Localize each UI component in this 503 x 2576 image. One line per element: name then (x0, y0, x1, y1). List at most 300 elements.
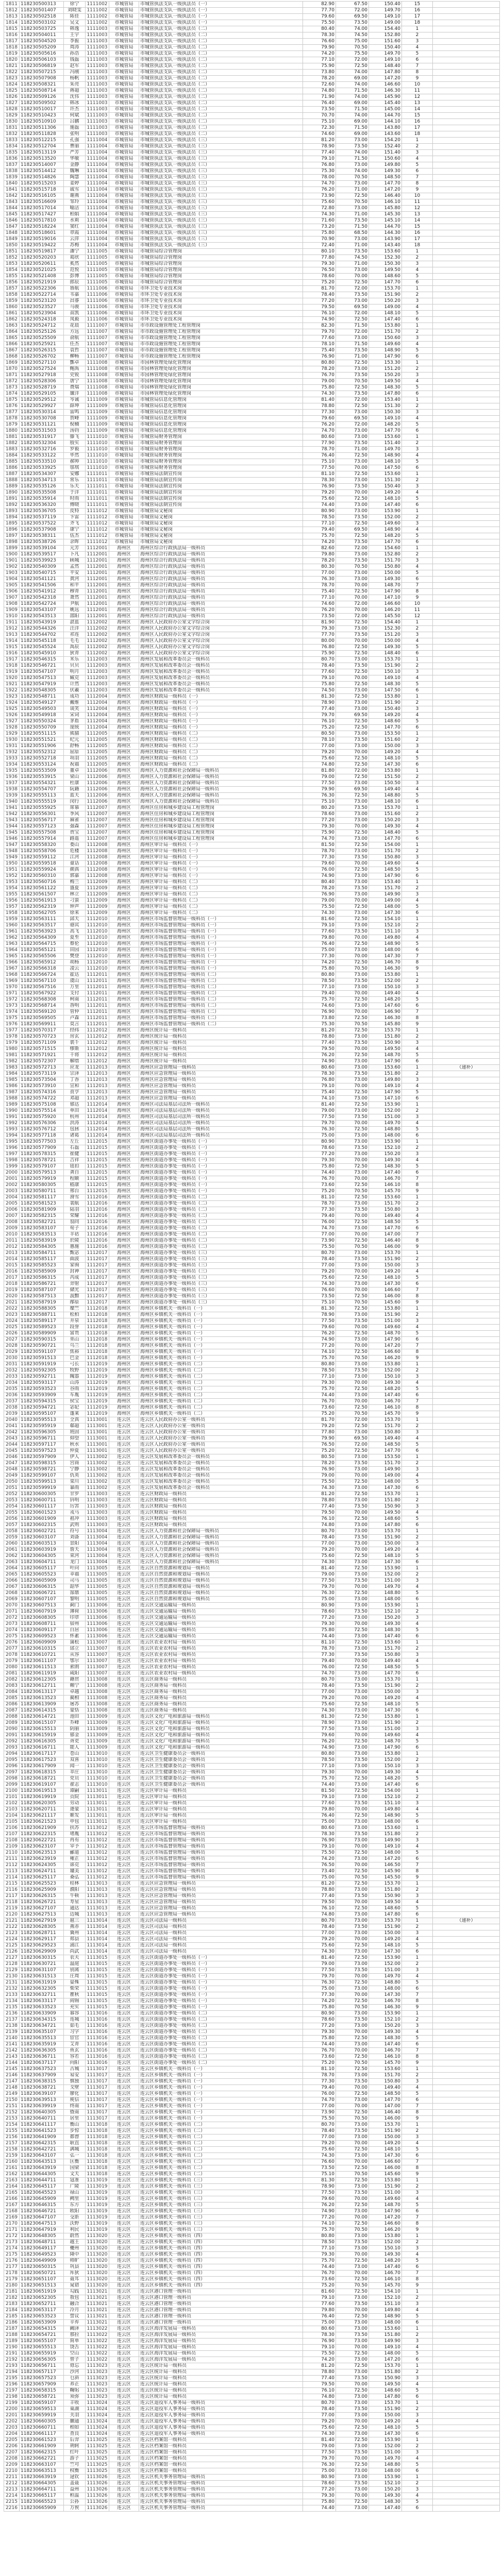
unit-cell: 海州区 (109, 719, 139, 725)
seq-cell: 2105 (4, 1819, 20, 1825)
position-cell: 连云区发展和改革委员会一级科员 (139, 1473, 303, 1479)
seq-cell: 1970 (4, 985, 20, 991)
position-cell: 连云区海洋发展局一级科员 (139, 2345, 303, 2351)
exam-id-cell: 118230543919 (20, 620, 64, 626)
table-row (4, 2079, 500, 2085)
exam-id-cell: 118230642721 (20, 2147, 64, 2153)
xingce-score-cell: 75.70 (303, 2258, 336, 2264)
unit-cell: 市城管局 (109, 521, 139, 527)
rank-cell: 5 (402, 1943, 433, 1949)
seq-cell: 2046 (4, 1454, 20, 1461)
shenlun-score-cell: 73.50 (336, 2301, 369, 2308)
total-score-cell: 150.10 (369, 2246, 402, 2252)
total-score-cell: 149.30 (369, 577, 402, 583)
note-cell (433, 2153, 500, 2159)
note-cell (433, 2462, 500, 2468)
xingce-score-cell: 76.30 (303, 1127, 336, 1133)
table-row (4, 1325, 500, 1331)
note-cell (433, 57, 500, 63)
xingce-score-cell: 73.40 (303, 1869, 336, 1875)
total-score-cell: 152.00 (369, 1108, 402, 1114)
xingce-score-cell: 75.20 (303, 1411, 336, 1417)
name-cell: 桓温 (64, 2493, 86, 2499)
seq-cell: 2021 (4, 1300, 20, 1306)
shenlun-score-cell: 73.50 (336, 1504, 369, 1510)
table-row (4, 978, 500, 985)
exam-id-cell: 118230633523 (20, 2005, 64, 2011)
post-code-cell: 1113015 (86, 1992, 109, 1998)
xingce-score-cell: 74.20 (303, 2357, 336, 2363)
exam-id-cell: 118230612305 (20, 1677, 64, 1683)
seq-cell: 1861 (4, 311, 20, 317)
unit-cell: 连云区 (109, 1634, 139, 1640)
total-score-cell: 153.90 (369, 2475, 402, 2481)
exam-id-cell: 118230503725 (20, 26, 64, 32)
unit-cell: 海州区 (109, 1263, 139, 1269)
shenlun-score-cell: 73.00 (336, 2295, 369, 2301)
rank-cell: 2 (402, 440, 433, 447)
post-code-cell: 1113024 (86, 2431, 109, 2437)
shenlun-score-cell: 73.00 (336, 836, 369, 842)
unit-cell: 市城管局 (109, 397, 139, 403)
total-score-cell: 149.50 (369, 1510, 402, 1516)
position-cell: 海州区街道办事处一级科员（二） (139, 1244, 303, 1250)
table-row (4, 1689, 500, 1696)
unit-cell: 海州区 (109, 1275, 139, 1281)
note-cell (433, 484, 500, 490)
name-cell: 程颐 (64, 1176, 86, 1182)
rank-cell: 6 (402, 873, 433, 879)
table-row (4, 2190, 500, 2196)
shenlun-score-cell: 73.00 (336, 1930, 369, 1937)
note-cell (433, 2382, 500, 2388)
unit-cell: 海州区 (109, 1102, 139, 1108)
total-score-cell: 151.60 (369, 811, 402, 818)
shenlun-score-cell: 73.00 (336, 1838, 369, 1844)
rank-cell: 1 (402, 434, 433, 440)
rank-cell: 8 (402, 2165, 433, 2172)
note-cell (433, 1838, 500, 1844)
rank-cell: 3 (402, 2246, 433, 2252)
rank-cell: 1 (402, 249, 433, 255)
xingce-score-cell: 79.20 (303, 750, 336, 756)
shenlun-score-cell: 72.50 (336, 830, 369, 836)
table-row (4, 323, 500, 329)
post-code-cell: 1113003 (86, 1498, 109, 1504)
name-cell: 陈佳 (64, 14, 86, 20)
unit-cell: 连云区 (109, 1875, 139, 1881)
table-row (4, 434, 500, 440)
position-cell: 海州区市场监督管理局一级科员（一） (139, 935, 303, 941)
note-cell (433, 1362, 500, 1368)
post-code-cell: 1112013 (86, 1096, 109, 1102)
post-code-cell: 1113009 (86, 1745, 109, 1751)
post-code-cell: 1112010 (86, 923, 109, 929)
name-cell: 毛毛 (64, 638, 86, 645)
shenlun-score-cell: 72.50 (336, 1702, 369, 1708)
unit-cell: 市城管局 (109, 311, 139, 317)
shenlun-score-cell: 73.00 (336, 1918, 369, 1924)
rank-cell: 1 (402, 138, 433, 144)
name-cell: 和平 (64, 583, 86, 589)
post-code-cell: 1111003 (86, 63, 109, 70)
total-score-cell: 145.70 (369, 2283, 402, 2289)
total-score-cell: 146.20 (369, 2227, 402, 2233)
post-code-cell: 1113008 (86, 1708, 109, 1714)
exam-id-cell: 118230590721 (20, 1343, 64, 1349)
exam-id-cell: 118230617117 (20, 1751, 64, 1757)
seq-cell: 2206 (4, 2444, 20, 2450)
unit-cell: 海州区 (109, 1176, 139, 1182)
rank-cell: 5 (402, 1665, 433, 1671)
position-cell: 市园林管理处绿化管理岗 (139, 360, 303, 366)
shenlun-score-cell: 73.50 (336, 484, 369, 490)
post-code-cell: 1112001 (86, 564, 109, 570)
seq-cell: 1917 (4, 657, 20, 663)
total-score-cell: 153.80 (369, 972, 402, 978)
xingce-score-cell: 76.70 (303, 2048, 336, 2054)
post-code-cell: 1111009 (86, 422, 109, 428)
rank-cell: 3 (402, 1077, 433, 1083)
exam-id-cell: 118230507908 (20, 76, 64, 82)
table-row (4, 1028, 500, 1034)
name-cell: 尹航 (64, 601, 86, 607)
position-cell: 连云区乡镇机关一级科员（三） (139, 2178, 303, 2184)
unit-cell: 海州区 (109, 910, 139, 917)
seq-cell: 2170 (4, 2221, 20, 2227)
unit-cell: 海州区 (109, 725, 139, 731)
seq-cell: 2075 (4, 1634, 20, 1640)
note-cell (433, 1300, 500, 1306)
shenlun-score-cell: 73.00 (336, 818, 369, 824)
name-cell: 皮特 (64, 509, 86, 515)
position-cell: 连云区财政局一级科员 (139, 1504, 303, 1510)
total-score-cell: 153.70 (369, 2122, 402, 2128)
unit-cell: 海州区 (109, 997, 139, 1003)
xingce-score-cell: 74.30 (303, 1485, 336, 1492)
seq-cell: 1894 (4, 515, 20, 521)
total-score-cell: 146.10 (369, 2277, 402, 2283)
exam-id-cell: 118230643919 (20, 2165, 64, 2172)
exam-id-cell: 118230651513 (20, 2283, 64, 2289)
seq-cell: 2009 (4, 1226, 20, 1232)
seq-cell: 1965 (4, 954, 20, 960)
post-code-cell: 1112009 (86, 879, 109, 886)
seq-cell: 1891 (4, 496, 20, 502)
shenlun-score-cell: 73.00 (336, 972, 369, 978)
xingce-score-cell: 70.90 (303, 236, 336, 243)
exam-id-cell: 118230575108 (20, 1102, 64, 1108)
name-cell: 牧野 (64, 1368, 86, 1374)
post-code-cell: 1113018 (86, 2134, 109, 2141)
post-code-cell: 1111003 (86, 76, 109, 82)
position-cell: 连云区农业农村局一级科员 (139, 1646, 303, 1652)
exam-id-cell: 118230596711 (20, 1436, 64, 1442)
position-cell: 连云区乡镇机关一级科员（三） (139, 2190, 303, 2196)
table-row (4, 2023, 500, 2029)
exam-id-cell: 118230647513 (20, 2221, 64, 2227)
total-score-cell: 153.70 (369, 1250, 402, 1257)
total-score-cell: 148.00 (369, 1479, 402, 1485)
seq-cell: 1964 (4, 947, 20, 954)
note-cell (433, 1071, 500, 1077)
post-code-cell: 1113002 (86, 1485, 109, 1492)
name-cell: 庄周 (64, 1974, 86, 1980)
unit-cell: 连云区 (109, 2382, 139, 2388)
rank-cell: 4 (402, 267, 433, 274)
name-cell: 钟声 (64, 904, 86, 910)
rank-cell: 4 (402, 156, 433, 162)
position-cell: 连云区乡镇机关一级科员（四） (139, 2252, 303, 2258)
table-row (4, 82, 500, 88)
position-cell: 海州区市场监督管理局一级科员（二） (139, 991, 303, 997)
note-cell (433, 1708, 500, 1714)
post-code-cell: 1111009 (86, 428, 109, 434)
rank-cell: 4 (402, 1325, 433, 1331)
seq-cell: 2085 (4, 1696, 20, 1702)
name-cell: 方远 (64, 329, 86, 335)
total-score-cell: 146.00 (369, 1294, 402, 1300)
xingce-score-cell: 77.50 (303, 1114, 336, 1121)
rank-cell: 4 (402, 750, 433, 756)
rank-cell: 2 (402, 978, 433, 985)
rank-cell: 8 (402, 1294, 433, 1300)
total-score-cell: 145.60 (369, 2172, 402, 2178)
table-row (4, 1454, 500, 1461)
seq-cell: 1927 (4, 719, 20, 725)
unit-cell: 海州区 (109, 620, 139, 626)
note-cell (433, 1096, 500, 1102)
note-cell (433, 1906, 500, 1912)
xingce-score-cell: 72.60 (303, 82, 336, 88)
rank-cell: 2 (402, 292, 433, 298)
position-cell: 海州区乡镇机关一级科员（一） (139, 1312, 303, 1318)
note-cell (433, 626, 500, 632)
position-cell: 连云区文化广电和旅游局一级科员 (139, 1745, 303, 1751)
post-code-cell: 1111009 (86, 403, 109, 410)
name-cell: 柴荣 (64, 1986, 86, 1992)
table-row (4, 255, 500, 261)
post-code-cell: 1112010 (86, 929, 109, 935)
shenlun-score-cell: 73.00 (336, 1281, 369, 1287)
shenlun-score-cell: 70.50 (336, 379, 369, 385)
shenlun-score-cell: 70.00 (336, 2048, 369, 2054)
shenlun-score-cell: 73.50 (336, 1145, 369, 1151)
post-code-cell: 1113006 (86, 1634, 109, 1640)
post-code-cell: 1111005 (86, 274, 109, 280)
note-cell (433, 2406, 500, 2413)
table-row (4, 2363, 500, 2369)
note-cell (433, 1572, 500, 1578)
xingce-score-cell: 72.30 (303, 125, 336, 131)
post-code-cell: 1112011 (86, 972, 109, 978)
total-score-cell: 151.90 (369, 1312, 402, 1318)
position-cell: 海州区街道办事处一级科员（一） (139, 1189, 303, 1195)
note-cell (433, 471, 500, 478)
unit-cell: 海州区 (109, 799, 139, 805)
seq-cell: 1973 (4, 1003, 20, 1009)
unit-cell: 市城管局 (109, 323, 139, 329)
unit-cell: 连云区 (109, 2110, 139, 2116)
table-row (4, 2165, 500, 2172)
xingce-score-cell: 74.30 (303, 212, 336, 218)
unit-cell: 连云区 (109, 2283, 139, 2289)
seq-cell: 2014 (4, 1257, 20, 1263)
unit-cell: 市城管局 (109, 428, 139, 434)
post-code-cell: 1113014 (86, 1949, 109, 1955)
rank-cell: 3 (402, 1541, 433, 1547)
name-cell: 公孙 (64, 2499, 86, 2505)
exam-id-cell: 118230549918 (20, 713, 64, 719)
total-score-cell: 153.60 (369, 471, 402, 478)
name-cell: 羊祜 (64, 1232, 86, 1238)
note-cell (433, 459, 500, 465)
position-cell: 市城管执法支队一级执法员（三） (139, 175, 303, 181)
rank-cell: 2 (402, 1461, 433, 1467)
note-cell (433, 2116, 500, 2122)
name-cell: 寇准 (64, 2178, 86, 2184)
xingce-score-cell: 80.90 (303, 1139, 336, 1145)
rank-cell: 5 (402, 904, 433, 910)
name-cell: 甄宓 (64, 1250, 86, 1257)
total-score-cell: 149.20 (369, 490, 402, 496)
post-code-cell: 1113006 (86, 1628, 109, 1634)
position-cell: 连云区乡镇机关一级科员（一） (139, 2116, 303, 2122)
shenlun-score-cell: 73.50 (336, 805, 369, 811)
post-code-cell: 1113023 (86, 2382, 109, 2388)
position-cell: 连云区港口管理一级科员 (139, 2289, 303, 2295)
shenlun-score-cell: 72.50 (336, 496, 369, 502)
unit-cell: 市城管局 (109, 410, 139, 416)
position-cell: 连云区街道办事处一级科员（一） (139, 1998, 303, 2005)
table-row (4, 1813, 500, 1819)
total-score-cell: 150.90 (369, 2376, 402, 2382)
position-cell: 海州区统计局一级科员 (139, 1053, 303, 1059)
exam-id-cell: 118230535914 (20, 496, 64, 502)
exam-id-cell: 118230573504 (20, 1077, 64, 1083)
xingce-score-cell: 75.80 (303, 230, 336, 236)
xingce-score-cell: 78.40 (303, 1683, 336, 1689)
rank-cell: 3 (402, 1615, 433, 1621)
total-score-cell: 149.70 (369, 2456, 402, 2462)
table-row (4, 1992, 500, 1998)
table-row (4, 1170, 500, 1176)
exam-id-cell: 118230620711 (20, 1807, 64, 1813)
name-cell: 屈原 (64, 750, 86, 756)
shenlun-score-cell: 72.50 (336, 521, 369, 527)
table-row (4, 2326, 500, 2332)
note-cell (433, 2487, 500, 2493)
total-score-cell: 149.80 (369, 2308, 402, 2314)
position-cell: 海州区街道办事处一级科员（一） (139, 1164, 303, 1170)
rank-cell: 11 (402, 88, 433, 94)
xingce-score-cell: 76.30 (303, 1980, 336, 1986)
name-cell: 索朗 (64, 1665, 86, 1671)
exam-id-cell: 118230502518 (20, 14, 64, 20)
seq-cell: 1821 (4, 63, 20, 70)
seq-cell: 1935 (4, 768, 20, 774)
note-cell (433, 1232, 500, 1238)
name-cell: 祖冲 (64, 1516, 86, 1522)
name-cell: 窦红 (64, 224, 86, 230)
note-cell (433, 1603, 500, 1609)
name-cell: 贲亨 (64, 1090, 86, 1096)
post-code-cell: 1113008 (86, 1696, 109, 1702)
seq-cell: 1898 (4, 539, 20, 546)
rank-cell: 3 (402, 892, 433, 898)
unit-cell: 连云区 (109, 1782, 139, 1788)
position-cell: 连云区发展和改革委员会一级科员 (139, 1454, 303, 1461)
total-score-cell: 146.10 (369, 1405, 402, 1411)
seq-cell: 1876 (4, 403, 20, 410)
rank-cell: 4 (402, 787, 433, 793)
post-code-cell: 1112001 (86, 595, 109, 601)
shenlun-score-cell: 73.00 (336, 2394, 369, 2400)
note-cell (433, 589, 500, 595)
note-cell (433, 638, 500, 645)
post-code-cell: 1111004 (86, 193, 109, 199)
position-cell: 市城管局法制宣传岗 (139, 496, 303, 502)
xingce-score-cell: 77.40 (303, 1504, 336, 1510)
note-cell (433, 793, 500, 799)
total-score-cell: 147.20 (369, 1856, 402, 1862)
seq-cell: 2188 (4, 2332, 20, 2338)
xingce-score-cell: 78.50 (303, 978, 336, 985)
position-cell: 连云区乡镇机关一级科员（三） (139, 2209, 303, 2215)
exam-id-cell: 118230519817 (20, 249, 64, 255)
position-cell: 市城管局财务管理岗 (139, 459, 303, 465)
name-cell: 范悦 (64, 267, 86, 274)
name-cell: 巴金 (64, 1355, 86, 1362)
rank-cell: 1 (402, 360, 433, 366)
rank-cell: 4 (402, 1269, 433, 1275)
rank-cell: 8 (402, 70, 433, 76)
position-cell: 连云区文化广电和旅游局一级科员 (139, 1714, 303, 1720)
rank-cell: 3 (402, 298, 433, 304)
table-row (4, 1368, 500, 1374)
rank-cell: 1 (402, 1417, 433, 1423)
shenlun-score-cell: 70.00 (336, 2456, 369, 2462)
seq-cell: 1919 (4, 669, 20, 675)
name-cell: 冯刚 (64, 70, 86, 76)
xingce-score-cell: 78.00 (303, 175, 336, 181)
shenlun-score-cell: 72.50 (336, 2221, 369, 2227)
exam-id-cell: 118230657523 (20, 2376, 64, 2382)
total-score-cell: 148.10 (369, 459, 402, 465)
exam-id-cell: 118230523120 (20, 298, 64, 304)
position-cell: 连云区市场监督管理局一级科员 (139, 1875, 303, 1881)
total-score-cell: 153.70 (369, 1028, 402, 1034)
table-row (4, 267, 500, 274)
xingce-score-cell: 78.10 (303, 342, 336, 348)
total-score-cell: 153.70 (369, 805, 402, 811)
shenlun-score-cell: 73.00 (336, 1077, 369, 1083)
post-code-cell: 1113002 (86, 1479, 109, 1485)
note-cell (433, 2209, 500, 2215)
seq-cell: 2016 (4, 1269, 20, 1275)
shenlun-score-cell: 72.50 (336, 1943, 369, 1949)
rank-cell: 1 (402, 1195, 433, 1201)
position-cell: 市城管执法支队一级执法员（二） (139, 88, 303, 94)
rank-cell: 1 (402, 1102, 433, 1108)
total-score-cell: 147.30 (369, 1281, 402, 1287)
unit-cell: 海州区 (109, 781, 139, 787)
table-row (4, 1677, 500, 1683)
name-cell: 单田 (64, 1108, 86, 1114)
shenlun-score-cell: 73.00 (336, 1708, 369, 1714)
exam-id-cell: 118230517810 (20, 218, 64, 224)
position-cell: 海州区财政局一级科员（二） (139, 743, 303, 750)
